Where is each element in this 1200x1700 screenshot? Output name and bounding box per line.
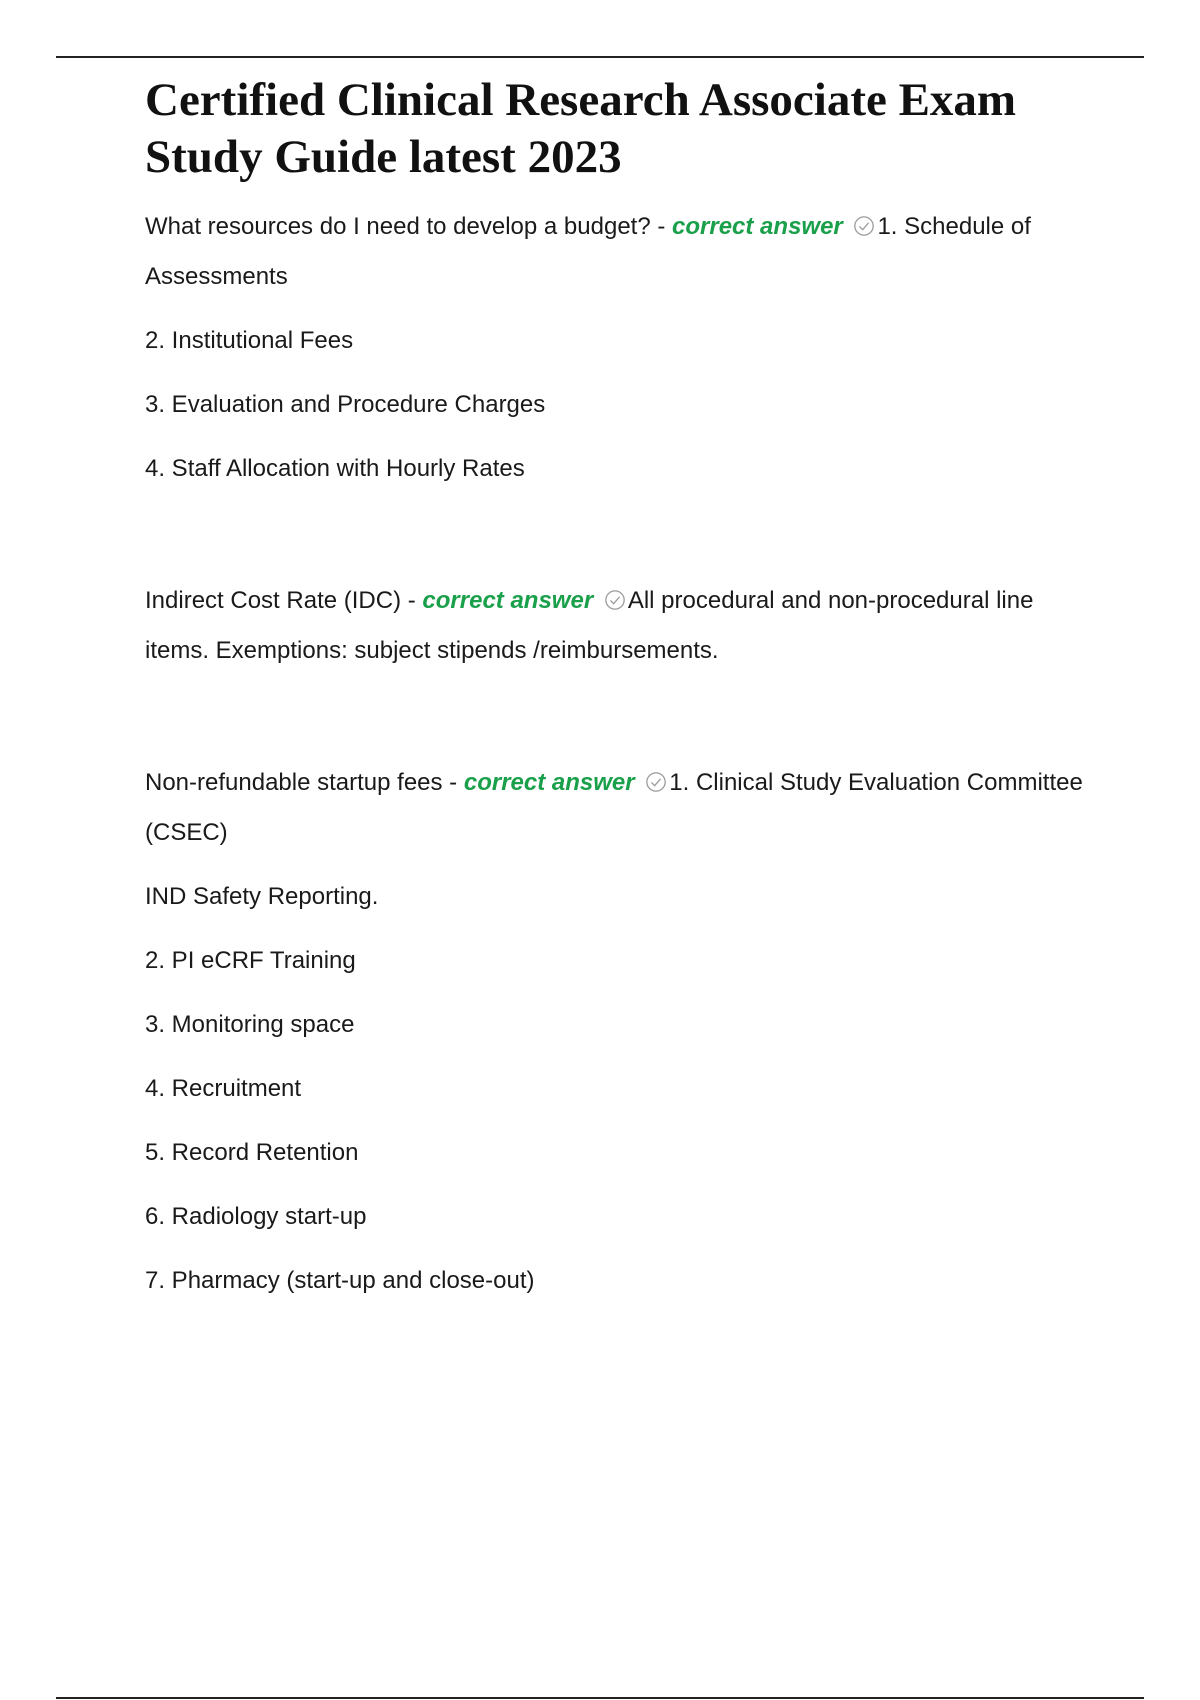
question-text: Indirect Cost Rate (IDC) - [145,587,423,614]
qa-question-paragraph [145,202,1095,302]
check-circle-icon [853,215,875,237]
list-item: 4. Staff Allocation with Hourly Rates [145,455,525,482]
list-item: 3. Evaluation and Procedure Charges [145,391,546,418]
spacer [145,508,1095,576]
qa-block-budget [145,202,1095,494]
correct-answer-label: correct answer [463,769,635,796]
list-item: 2. Institutional Fees [145,327,354,354]
answer-text: All procedural and non-procedural line items. Exemptions: subject stipends /reimbursements. [145,587,1034,664]
question-text: What resources do I need to develop a budget? - [145,213,673,240]
qa-block-startup-fees [145,758,1095,1306]
answer-text: 1. Clinical Study Evaluation Committee (CSEC) [145,769,1083,846]
document-page [145,72,1095,1320]
correct-answer-label: correct answer [672,213,843,240]
list-item: 5. Record Retention [145,1139,359,1166]
correct-answer-label: correct answer [422,587,594,614]
list-item: 3. Monitoring space [145,1011,355,1038]
list-item: 6. Radiology start-up [145,1203,367,1230]
qa-question-paragraph [145,576,1095,676]
page-title: Certified Clinical Research Associate Exam Study Guide latest 2023 [145,74,1017,183]
list-item: 7. Pharmacy (start-up and close-out) [145,1267,535,1294]
qa-block-idc [145,576,1095,676]
top-rule [56,56,1144,58]
question-text: Non-refundable startup fees - [145,769,464,796]
list-item: IND Safety Reporting. [145,883,379,910]
answer-text: 1. Schedule of Assessments [145,213,1031,290]
check-circle-icon [604,589,626,611]
qa-question-paragraph [145,758,1095,858]
bottom-rule [56,1697,1144,1699]
list-item: 4. Recruitment [145,1075,302,1102]
list-item: 2. PI eCRF Training [145,947,356,974]
spacer [145,690,1095,758]
check-circle-icon [645,771,667,793]
